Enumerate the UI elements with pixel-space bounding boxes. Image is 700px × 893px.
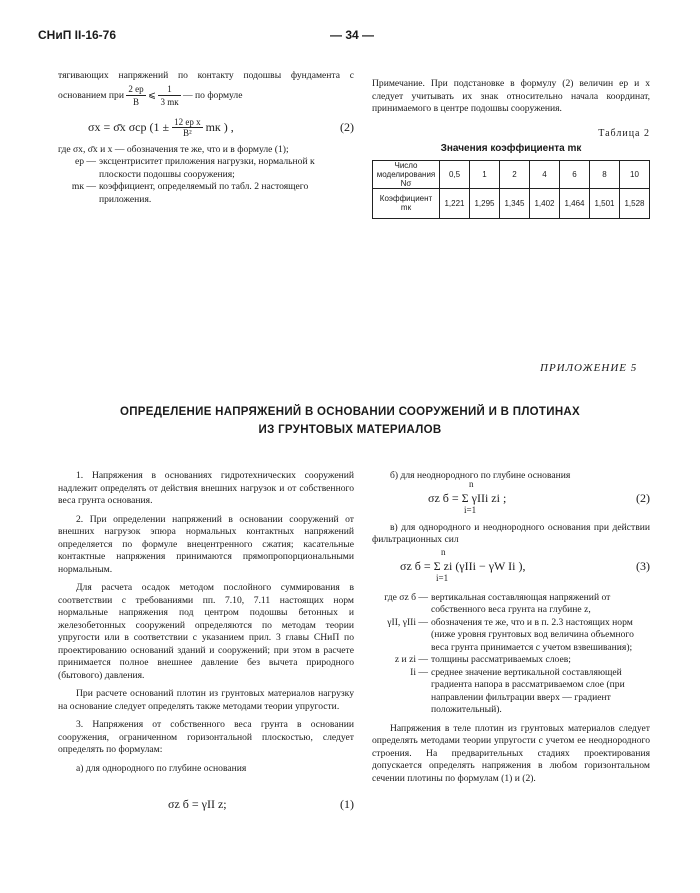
left-column <box>58 470 354 812</box>
coefficient-table <box>372 160 650 219</box>
table-cell: 1,295 <box>470 188 500 218</box>
section-title-line-1: ОПРЕДЕЛЕНИЕ НАПРЯЖЕНИЙ В ОСНОВАНИИ СООРУЖЕНИЙ И В ПЛОТИНАХ <box>119 406 580 418</box>
table-title: Значения коэффициента mк <box>440 142 582 154</box>
table-cell: 1,221 <box>440 188 470 218</box>
condition-fraction-2: $\frac{1}{3 mк}$ <box>160 83 179 107</box>
table-cell: 1,345 <box>500 188 530 218</box>
table-row <box>373 188 650 218</box>
table-header-cell: Число моделирования Nσ <box>373 160 440 188</box>
definition-m: mк — коэффициент, определяемый по табл. 2 настоящего приложения. <box>71 181 309 205</box>
definition-z: z и zi — толщины рассматриваемых слоев; <box>394 654 571 665</box>
table-cell: 1 <box>470 160 500 188</box>
paragraph-3: Для расчета осадок методом послойного суммирования в соответствии с требованиями пп. 7.10, 7.11 настоящих норм нормальные напряжения под центром подошвы бетонных и железобетонных сооружений определяются по методам теории упругости или в соответствии с указанием прил. 3 главы СНиП по проектированию оснований зданий и сооружений; при этом в расчете принимается полное внешнее давление без вычета природного (бытового) давления. <box>58 582 354 681</box>
table-cell: 1,501 <box>590 188 620 218</box>
formula-2: σz б = Σ γIIi zi ; n i=1 (2) <box>428 478 650 515</box>
definition-i: Ii — среднее значение вертикальной составляющей градиента напора в рассматриваемом слое (при направлении фильтрации вверх — градиент положительный). <box>410 666 625 715</box>
formula-2-top: σx = σ̄x σср (1 ± $\frac{\text{12 eр x}}{\text{B²}}$ mк ) , (2) <box>88 116 354 138</box>
table-cell: 2 <box>500 160 530 188</box>
appendix-label: ПРИЛОЖЕНИЕ 5 <box>540 362 638 374</box>
paragraph-6: а) для однородного по глубине основания <box>76 762 247 774</box>
table-cell: 0,5 <box>440 160 470 188</box>
table-cell: 1,402 <box>530 188 560 218</box>
table-cell: 8 <box>590 160 620 188</box>
formula-1: σz б = γII z; (1) <box>168 797 354 811</box>
table-cell: 10 <box>620 160 650 188</box>
definition-e: eр — эксцентриситет приложения нагрузки, нормальной к плоскости подошвы сооружения; <box>74 156 315 180</box>
condition-paragraph: тягивающих напряжений по контакту подошвы фундамента с основанием при $\frac{2 eр}{B}$ ⩽ $\frac{1}{3 mк}$ — по формуле <box>58 70 354 107</box>
definition-gamma: γII, γIIi — обозначения те же, что и в п. 2.3 настоящих норм (ниже уровня грунтовых вод величина объемного веса грунта принимается с учетом взвешивания); <box>387 616 634 653</box>
table-cell: 6 <box>560 160 590 188</box>
paragraph-b: б) для неоднородного по глубине основания <box>390 470 571 481</box>
condition-fraction-1: $\frac{2 eр}{B}$ <box>128 83 144 107</box>
paragraph-4: При расчете оснований плотин из грунтовых материалов нагрузку на основание следует определять также методами теории упругости. <box>58 688 354 712</box>
document-code: СНиП II-16-76 <box>38 28 117 42</box>
definition-sigma: где σz б — вертикальная составляющая напряжений от собственного веса грунта на глубине z, <box>384 591 611 615</box>
table-cell: 1,528 <box>620 188 650 218</box>
page-number: — 34 — <box>330 28 375 42</box>
table-label: Таблица 2 <box>598 127 650 139</box>
table-cell: 1,464 <box>560 188 590 218</box>
definitions-bottom <box>372 592 650 717</box>
where-line: где σx, σ̄x и x — обозначения те же, что и в формуле (1); <box>58 143 289 155</box>
paragraph-c: в) для однородного и неоднородного основания при действии фильтрационных сил <box>372 521 650 545</box>
right-column <box>372 470 650 785</box>
section-title-line-2: ИЗ ГРУНТОВЫХ МАТЕРИАЛОВ <box>258 424 442 436</box>
paragraph-last: Напряжения в теле плотин из грунтовых материалов следует определять методами теории упругости с учетом ее неоднородного строения. На предварительных стадиях проектирования допускается определять напряжения в любом горизонтальном сечении плотины по формулам (1) и (2). <box>372 722 650 784</box>
paragraph-1: 1. Напряжения в основаниях гидротехнических сооружений надлежит определять от действия внешних нагрузок и от собственного веса грунта основания. <box>58 470 354 506</box>
table-row <box>373 160 650 188</box>
paragraph-5: 3. Напряжения от собственного веса грунта в основании сооружения, ограниченном горизонтальной плоскостью, следует определять по формулам: <box>58 719 354 755</box>
table-header-cell: Коэффициент mк <box>373 188 440 218</box>
note-paragraph: Примечание. При подстановке в формулу (2) величин eр и x следует учитывать их знак относительно начала координат, принимаемого в центре подошвы сооружения. <box>372 78 650 114</box>
paragraph-2: 2. При определении напряжений в основании сооружений от внешних нагрузок эпюра нормальных контактных напряжений определяется по формуле внецентренного сжатия; касательные контактные напряжения принимаются прямопропорциональными нормальным. <box>58 513 354 575</box>
table-cell: 4 <box>530 160 560 188</box>
top-left-block <box>58 70 354 206</box>
definitions-top <box>58 156 354 206</box>
top-right-block <box>372 78 650 219</box>
formula-3: σz б = Σ zi (γIIi − γW Ii ), n i=1 (3) <box>400 546 650 583</box>
